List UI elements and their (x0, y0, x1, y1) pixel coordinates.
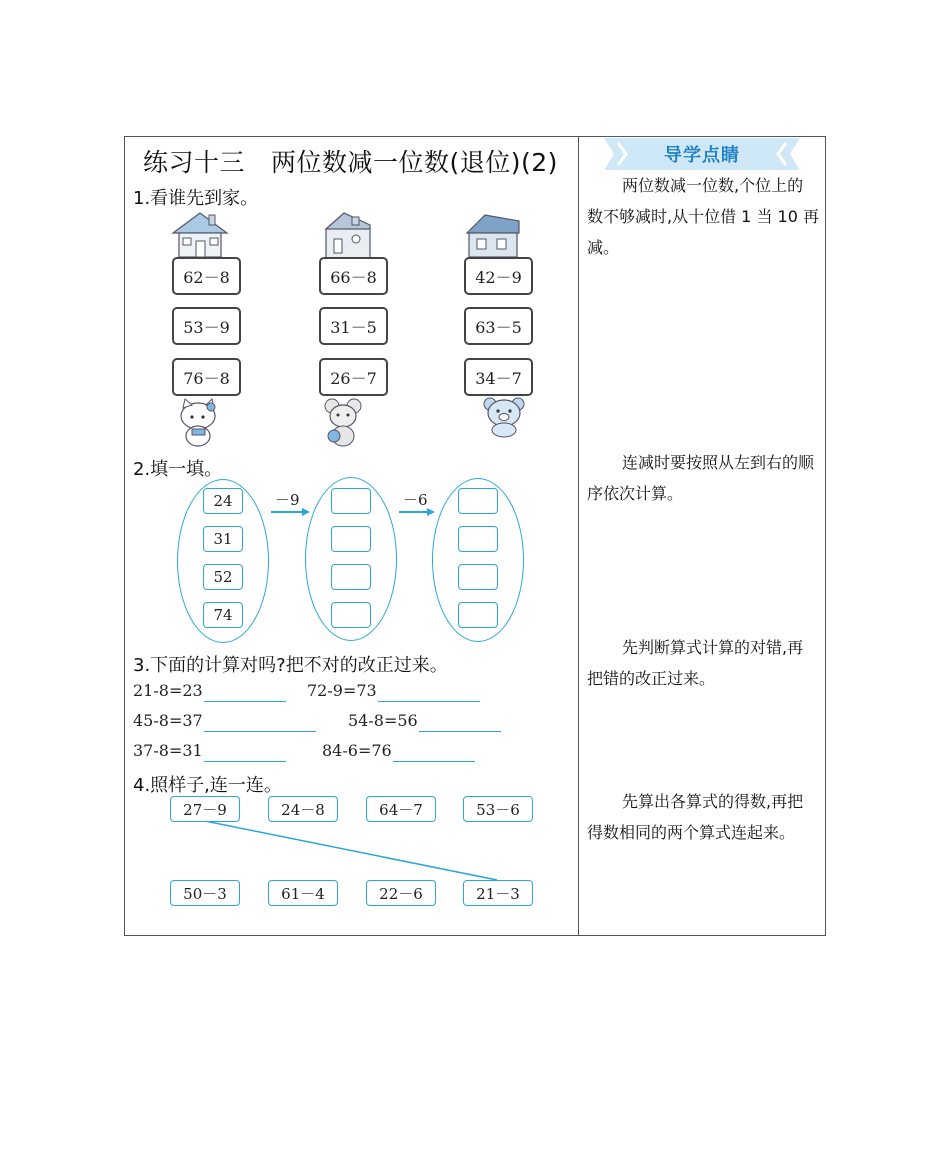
title-sub: 两位数减一位数(退位)(2) (271, 148, 558, 177)
equation: 21-8=23 (133, 681, 203, 700)
equation: 45-8=37 (133, 711, 203, 730)
equation: 37-8=31 (133, 741, 203, 760)
start-number: 74 (203, 602, 243, 628)
route-expression: 66－8 (319, 257, 388, 295)
start-number: 24 (203, 488, 243, 514)
tip-4: 先算出各算式的得数,再把得数相同的两个算式连起来。 (587, 792, 804, 842)
tip-3: 先判断算式计算的对错,再把错的改正过来。 (587, 638, 804, 688)
route-expression: 42－9 (464, 257, 533, 295)
route-expression: 34－7 (464, 358, 533, 396)
equation: 54-8=56 (348, 711, 418, 730)
route-expression: 31－5 (319, 307, 388, 345)
match-expression-top[interactable]: 64－7 (366, 796, 436, 822)
match-expression-bottom[interactable]: 22－6 (366, 880, 436, 906)
match-expression-top[interactable]: 53－6 (463, 796, 533, 822)
equation: 72-9=73 (307, 681, 377, 700)
match-expression-bottom[interactable]: 61－4 (268, 880, 338, 906)
tip-1: 两位数减一位数,个位上的数不够减时,从十位借 1 当 10 再减。 (587, 176, 819, 257)
match-expression-top[interactable]: 24－8 (268, 796, 338, 822)
operation-label: －6 (403, 491, 428, 509)
q1-label: 1.看谁先到家。 (133, 188, 259, 209)
route-expression: 63－5 (464, 307, 533, 345)
operation-label: －9 (275, 491, 300, 509)
q3-label: 3.下面的计算对吗?把不对的改正过来。 (133, 655, 448, 676)
q2-label: 2.填一填。 (133, 459, 223, 480)
q4-label: 4.照样子,连一连。 (133, 775, 282, 796)
route-expression: 53－9 (172, 307, 241, 345)
guide-label: 导学点睛 (664, 145, 740, 166)
start-number: 52 (203, 564, 243, 590)
equation: 84-6=76 (322, 741, 392, 760)
route-expression: 76－8 (172, 358, 241, 396)
start-number: 31 (203, 526, 243, 552)
match-expression-bottom[interactable]: 21－3 (463, 880, 533, 906)
match-expression-top[interactable]: 27－9 (170, 796, 240, 822)
match-expression-bottom[interactable]: 50－3 (170, 880, 240, 906)
route-expression: 62－8 (172, 257, 241, 295)
tip-2: 连减时要按照从左到右的顺序依次计算。 (587, 453, 815, 503)
route-expression: 26－7 (319, 358, 388, 396)
title-main: 练习十三 (143, 148, 246, 177)
